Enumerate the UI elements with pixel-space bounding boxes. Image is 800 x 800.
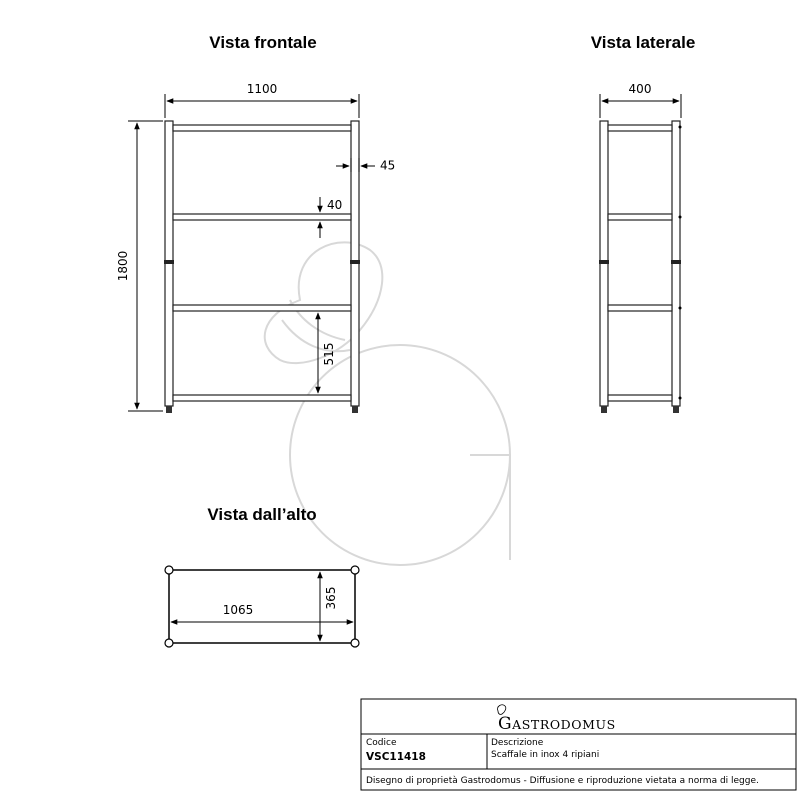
top-view-title: Vista dall’alto <box>207 505 317 524</box>
dim-front-width: 1100 <box>246 82 278 96</box>
dim-top-depth: 365 <box>324 586 338 610</box>
front-shelf-4 <box>173 395 351 401</box>
top-post-4 <box>351 639 359 647</box>
side-view-title: Vista laterale <box>590 33 696 52</box>
side-shelf-2 <box>608 214 672 220</box>
front-view <box>116 82 395 413</box>
top-post-2 <box>351 566 359 574</box>
footer-notice: Disegno di proprietà Gastrodomus - Diffusione e riproduzione vietata a norma di legge. <box>366 776 759 786</box>
top-post-3 <box>165 639 173 647</box>
side-view <box>599 82 682 413</box>
side-shelf-1 <box>608 125 672 131</box>
side-shelf-4 <box>608 395 672 401</box>
description-value: Scaffale in inox 4 ripiani <box>491 750 600 760</box>
dim-side-depth: 400 <box>628 82 652 96</box>
front-left-foot <box>166 406 172 413</box>
brand-rest: ASTRODOMUS <box>512 717 616 732</box>
front-view-title: Vista frontale <box>209 33 317 52</box>
svg-text:GASTRODOMUS <box>498 714 616 734</box>
side-shelf-3 <box>608 305 672 311</box>
code-value: VSC11418 <box>366 751 426 763</box>
top-view <box>165 566 359 647</box>
brand-initial: G <box>498 714 513 734</box>
top-post-1 <box>165 566 173 574</box>
front-shelf-2 <box>173 214 351 220</box>
dim-top-width: 1065 <box>222 603 254 617</box>
front-shelf-3 <box>173 305 351 311</box>
dim-height: 1800 <box>116 250 130 282</box>
dim-shelf-thickness: 40 <box>327 198 343 212</box>
front-shelf-1 <box>173 125 351 131</box>
description-label: Descrizione <box>491 738 544 748</box>
title-block <box>361 699 796 790</box>
code-label: Codice <box>366 738 397 748</box>
dim-shelf-spacing: 515 <box>322 342 336 366</box>
front-right-foot <box>352 406 358 413</box>
dim-post-width: 45 <box>380 158 396 173</box>
